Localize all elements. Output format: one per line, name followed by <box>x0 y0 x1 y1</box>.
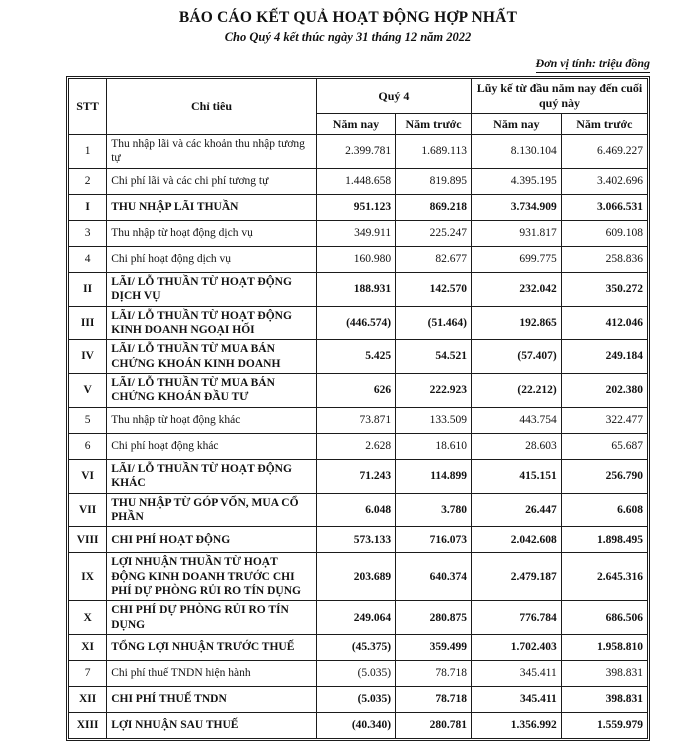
q4-current-year-value: 6.048 <box>316 493 395 527</box>
table-row <box>69 687 648 713</box>
ytd-current-year-value: 931.817 <box>471 220 561 246</box>
ytd-prior-year-value: 686.506 <box>561 601 647 635</box>
q4-current-year-value: 249.064 <box>316 601 395 635</box>
indicator-column-header: Chỉ tiêu <box>107 79 317 135</box>
q4-prior-year-value: 819.895 <box>396 168 472 194</box>
row-indicator-label: Thu nhập từ hoạt động khác <box>107 407 317 433</box>
row-stt: II <box>69 272 107 306</box>
q4-current-year-value: (45.375) <box>316 635 395 661</box>
table-row <box>69 220 648 246</box>
row-indicator-label: TỔNG LỢI NHUẬN TRƯỚC THUẾ <box>107 635 317 661</box>
q4-current-year-value: (5.035) <box>316 687 395 713</box>
q4-current-year-header: Năm nay <box>316 114 395 135</box>
ytd-prior-year-value: 256.790 <box>561 459 647 493</box>
q4-prior-year-value: 640.374 <box>396 553 472 601</box>
ytd-current-year-value: 8.130.104 <box>471 135 561 169</box>
table-row <box>69 459 648 493</box>
report-page <box>0 9 696 732</box>
ytd-group-header: Lũy kế từ đầu năm nay đến cuối quý này <box>471 79 647 114</box>
table-row <box>69 493 648 527</box>
ytd-prior-year-header: Năm trước <box>561 114 647 135</box>
row-indicator-label: THU NHẬP LÃI THUẦN <box>107 194 317 220</box>
ytd-current-year-value: 2.479.187 <box>471 553 561 601</box>
unit-note: Đơn vị tính: triệu đồng <box>536 56 650 73</box>
ytd-current-year-value: 192.865 <box>471 306 561 340</box>
ytd-current-year-value: 4.395.195 <box>471 168 561 194</box>
q4-prior-year-value: 869.218 <box>396 194 472 220</box>
ytd-prior-year-value: 322.477 <box>561 407 647 433</box>
ytd-prior-year-value: 398.831 <box>561 661 647 687</box>
document-subtitle: Cho Quý 4 kết thúc ngày 31 tháng 12 năm 2022 <box>224 30 472 44</box>
quarter-group-header: Quý 4 <box>316 79 471 114</box>
row-stt: IV <box>69 340 107 374</box>
financial-table <box>68 78 648 739</box>
table-row <box>69 246 648 272</box>
row-stt: XII <box>69 687 107 713</box>
ytd-prior-year-value: 609.108 <box>561 220 647 246</box>
ytd-current-year-header: Năm nay <box>471 114 561 135</box>
q4-prior-year-value: 280.875 <box>396 601 472 635</box>
q4-prior-year-value: 54.521 <box>396 340 472 374</box>
ytd-prior-year-value: 1.559.979 <box>561 713 647 739</box>
ytd-prior-year-value: 3.402.696 <box>561 168 647 194</box>
q4-current-year-value: 71.243 <box>316 459 395 493</box>
table-row <box>69 601 648 635</box>
ytd-prior-year-value: 258.836 <box>561 246 647 272</box>
ytd-prior-year-value: 3.066.531 <box>561 194 647 220</box>
row-indicator-label: LÃI/ LỖ THUẦN TỪ MUA BÁN CHỨNG KHOÁN KINH DOANH <box>107 340 317 374</box>
ytd-current-year-value: 28.603 <box>471 433 561 459</box>
q4-current-year-value: 188.931 <box>316 272 395 306</box>
row-indicator-label: LỢI NHUẬN THUẦN TỪ HOẠT ĐỘNG KINH DOANH TRƯỚC CHI PHÍ DỰ PHÒNG RỦI RO TÍN DỤNG <box>107 553 317 601</box>
table-row <box>69 374 648 408</box>
row-indicator-label: LÃI/ LỖ THUẦN TỪ HOẠT ĐỘNG DỊCH VỤ <box>107 272 317 306</box>
ytd-current-year-value: (22.212) <box>471 374 561 408</box>
q4-prior-year-value: (51.464) <box>396 306 472 340</box>
q4-current-year-value: 626 <box>316 374 395 408</box>
q4-current-year-value: 573.133 <box>316 527 395 553</box>
row-stt: 4 <box>69 246 107 272</box>
q4-current-year-value: 951.123 <box>316 194 395 220</box>
ytd-current-year-value: 232.042 <box>471 272 561 306</box>
ytd-prior-year-value: 1.898.495 <box>561 527 647 553</box>
table-row <box>69 527 648 553</box>
table-row <box>69 194 648 220</box>
row-stt: 5 <box>69 407 107 433</box>
q4-prior-year-header: Năm trước <box>396 114 472 135</box>
ytd-current-year-value: 1.356.992 <box>471 713 561 739</box>
q4-prior-year-value: 280.781 <box>396 713 472 739</box>
row-indicator-label: CHI PHÍ THUẾ TNDN <box>107 687 317 713</box>
row-indicator-label: Thu nhập từ hoạt động dịch vụ <box>107 220 317 246</box>
ytd-prior-year-value: 249.184 <box>561 340 647 374</box>
row-stt: 2 <box>69 168 107 194</box>
q4-prior-year-value: 114.899 <box>396 459 472 493</box>
q4-prior-year-value: 142.570 <box>396 272 472 306</box>
row-stt: I <box>69 194 107 220</box>
ytd-current-year-value: 776.784 <box>471 601 561 635</box>
q4-current-year-value: (5.035) <box>316 661 395 687</box>
table-row <box>69 135 648 169</box>
row-indicator-label: THU NHẬP TỪ GÓP VỐN, MUA CỔ PHẦN <box>107 493 317 527</box>
row-stt: VII <box>69 493 107 527</box>
ytd-current-year-value: 1.702.403 <box>471 635 561 661</box>
row-stt: IX <box>69 553 107 601</box>
row-indicator-label: LỢI NHUẬN SAU THUẾ <box>107 713 317 739</box>
table-row <box>69 168 648 194</box>
row-stt: XI <box>69 635 107 661</box>
q4-prior-year-value: 82.677 <box>396 246 472 272</box>
ytd-current-year-value: 345.411 <box>471 661 561 687</box>
row-stt: XIII <box>69 713 107 739</box>
q4-prior-year-value: 78.718 <box>396 661 472 687</box>
ytd-current-year-value: 443.754 <box>471 407 561 433</box>
table-row <box>69 661 648 687</box>
row-indicator-label: LÃI/ LỖ THUẦN TỪ MUA BÁN CHỨNG KHOÁN ĐẦU TƯ <box>107 374 317 408</box>
q4-current-year-value: 349.911 <box>316 220 395 246</box>
row-stt: 1 <box>69 135 107 169</box>
document-title: BÁO CÁO KẾT QUẢ HOẠT ĐỘNG HỢP NHẤT <box>178 9 518 26</box>
table-row <box>69 635 648 661</box>
ytd-current-year-value: 699.775 <box>471 246 561 272</box>
q4-prior-year-value: 3.780 <box>396 493 472 527</box>
row-stt: VI <box>69 459 107 493</box>
row-indicator-label: Thu nhập lãi và các khoản thu nhập tương tự <box>107 135 317 169</box>
row-stt: VIII <box>69 527 107 553</box>
table-row <box>69 713 648 739</box>
q4-current-year-value: 203.689 <box>316 553 395 601</box>
row-stt: III <box>69 306 107 340</box>
ytd-prior-year-value: 6.469.227 <box>561 135 647 169</box>
table-header <box>69 79 648 135</box>
row-stt: 3 <box>69 220 107 246</box>
ytd-current-year-value: 3.734.909 <box>471 194 561 220</box>
ytd-prior-year-value: 412.046 <box>561 306 647 340</box>
ytd-prior-year-value: 2.645.316 <box>561 553 647 601</box>
ytd-prior-year-value: 202.380 <box>561 374 647 408</box>
q4-prior-year-value: 78.718 <box>396 687 472 713</box>
ytd-prior-year-value: 1.958.810 <box>561 635 647 661</box>
q4-prior-year-value: 222.923 <box>396 374 472 408</box>
table-row <box>69 272 648 306</box>
row-stt: V <box>69 374 107 408</box>
unit-note-row <box>66 54 650 73</box>
q4-prior-year-value: 359.499 <box>396 635 472 661</box>
row-stt: 7 <box>69 661 107 687</box>
row-indicator-label: Chi phí hoạt động khác <box>107 433 317 459</box>
row-indicator-label: Chi phí lãi và các chi phí tương tự <box>107 168 317 194</box>
row-indicator-label: CHI PHÍ DỰ PHÒNG RỦI RO TÍN DỤNG <box>107 601 317 635</box>
table-row <box>69 553 648 601</box>
ytd-current-year-value: 2.042.608 <box>471 527 561 553</box>
q4-current-year-value: (40.340) <box>316 713 395 739</box>
ytd-prior-year-value: 65.687 <box>561 433 647 459</box>
ytd-prior-year-value: 398.831 <box>561 687 647 713</box>
ytd-current-year-value: 415.151 <box>471 459 561 493</box>
table-row <box>69 407 648 433</box>
table-zone <box>66 54 650 741</box>
row-indicator-label: Chi phí hoạt động dịch vụ <box>107 246 317 272</box>
ytd-current-year-value: 345.411 <box>471 687 561 713</box>
row-indicator-label: CHI PHÍ HOẠT ĐỘNG <box>107 527 317 553</box>
stt-column-header: STT <box>69 79 107 135</box>
q4-current-year-value: 1.448.658 <box>316 168 395 194</box>
q4-current-year-value: 160.980 <box>316 246 395 272</box>
row-indicator-label: LÃI/ LỖ THUẦN TỪ HOẠT ĐỘNG KINH DOANH NGOẠI HỐI <box>107 306 317 340</box>
financial-table-frame <box>66 76 650 741</box>
q4-prior-year-value: 1.689.113 <box>396 135 472 169</box>
q4-current-year-value: 2.628 <box>316 433 395 459</box>
q4-prior-year-value: 716.073 <box>396 527 472 553</box>
q4-prior-year-value: 133.509 <box>396 407 472 433</box>
ytd-prior-year-value: 350.272 <box>561 272 647 306</box>
table-row <box>69 306 648 340</box>
table-row <box>69 433 648 459</box>
q4-current-year-value: 73.871 <box>316 407 395 433</box>
q4-prior-year-value: 225.247 <box>396 220 472 246</box>
ytd-current-year-value: 26.447 <box>471 493 561 527</box>
row-stt: X <box>69 601 107 635</box>
q4-current-year-value: 5.425 <box>316 340 395 374</box>
row-stt: 6 <box>69 433 107 459</box>
row-indicator-label: LÃI/ LỖ THUẦN TỪ HOẠT ĐỘNG KHÁC <box>107 459 317 493</box>
ytd-current-year-value: (57.407) <box>471 340 561 374</box>
table-row <box>69 340 648 374</box>
row-indicator-label: Chi phí thuế TNDN hiện hành <box>107 661 317 687</box>
table-body <box>69 135 648 739</box>
q4-current-year-value: 2.399.781 <box>316 135 395 169</box>
q4-prior-year-value: 18.610 <box>396 433 472 459</box>
ytd-prior-year-value: 6.608 <box>561 493 647 527</box>
q4-current-year-value: (446.574) <box>316 306 395 340</box>
